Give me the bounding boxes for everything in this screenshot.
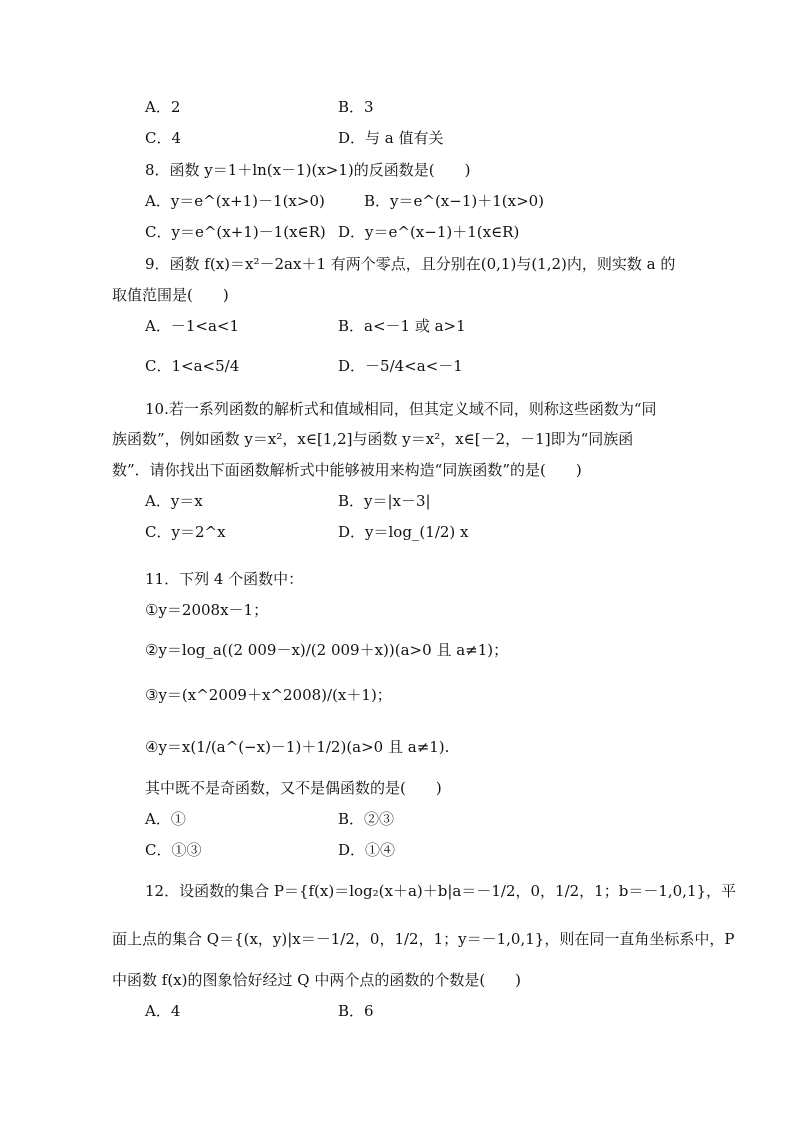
q11-function-2: ②y＝log_a((2 009－x)/(2 009＋x))(a>0 且 a≠1)； [145,641,509,659]
q9-stem-line1: 9．函数 f(x)＝x²－2ax＋1 有两个零点，且分别在(0,1)与(1,2)内，则实数 a 的 [145,255,676,273]
q12-option-a: A．4 [145,1002,181,1020]
q7-option-b: B．3 [338,98,374,116]
q11-option-b: B．②③ [338,810,395,828]
q9-option-a: A．－1<a<1 [145,317,239,335]
q11-option-c: C．①③ [145,841,202,859]
q12-stem-line3: 中函数 f(x)的图象恰好经过 Q 中两个点的函数的个数是( ) [112,971,522,989]
q12-option-b: B．6 [338,1002,374,1020]
q11-function-1: ①y＝2008x－1； [145,601,269,619]
q8-option-b: B．y＝e^(x−1)＋1(x>0) [364,192,545,210]
q11-question: 其中既不是奇函数，又不是偶函数的是( ) [145,779,442,797]
q11-option-a: A．① [145,810,186,828]
q8-option-c: C．y＝e^(x+1)－1(x∈R) [145,223,326,241]
q10-option-c: C．y＝2^x [145,523,226,541]
q10-option-a: A．y＝x [145,492,203,510]
q11-function-3: ③y＝(x^2009＋x^2008)/(x＋1)； [145,686,392,704]
q10-option-b: B．y＝|x－3| [338,492,431,510]
q9-option-c: C．1<a<5/4 [145,357,240,375]
q7-option-a: A．2 [145,98,181,116]
q10-option-d: D．y＝log_(1/2) x [338,523,469,541]
q9-option-b: B．a<－1 或 a>1 [338,317,466,335]
q8-stem: 8．函数 y＝1＋ln(x－1)(x>1)的反函数是( ) [145,161,471,179]
q11-function-4: ④y＝x(1/(a^(−x)－1)＋1/2)(a>0 且 a≠1). [145,738,450,756]
q12-stem-line2: 面上点的集合 Q＝{(x，y)|x＝－1/2，0，1/2，1；y＝－1,0,1}，则在同一直角坐标系中，P [112,930,735,948]
q10-stem-line1: 10.若一系列函数的解析式和值域相同，但其定义域不同，则称这些函数为“同 [145,400,657,418]
q8-option-d: D．y＝e^(x−1)＋1(x∈R) [338,223,520,241]
q9-stem-line2: 取值范围是( ) [112,286,229,304]
q10-stem-line2: 族函数”，例如函数 y＝x²，x∈[1,2]与函数 y＝x²，x∈[－2，－1]即为“同族函 [112,430,634,448]
q7-option-d: D．与 a 值有关 [338,129,444,147]
q11-option-d: D．①④ [338,841,396,859]
q12-stem-line1: 12．设函数的集合 P＝{f(x)＝log₂(x＋a)＋b|a＝－1/2，0，1/2，1；b＝－1,0,1}，平 [145,882,737,900]
q8-option-a: A．y＝e^(x+1)－1(x>0) [145,192,325,210]
q11-stem: 11．下列 4 个函数中： [145,570,304,588]
q7-option-c: C．4 [145,129,182,147]
q10-stem-line3: 数”．请你找出下面函数解析式中能够被用来构造“同族函数”的是( ) [112,461,582,479]
q9-option-d: D．－5/4<a<－1 [338,357,463,375]
